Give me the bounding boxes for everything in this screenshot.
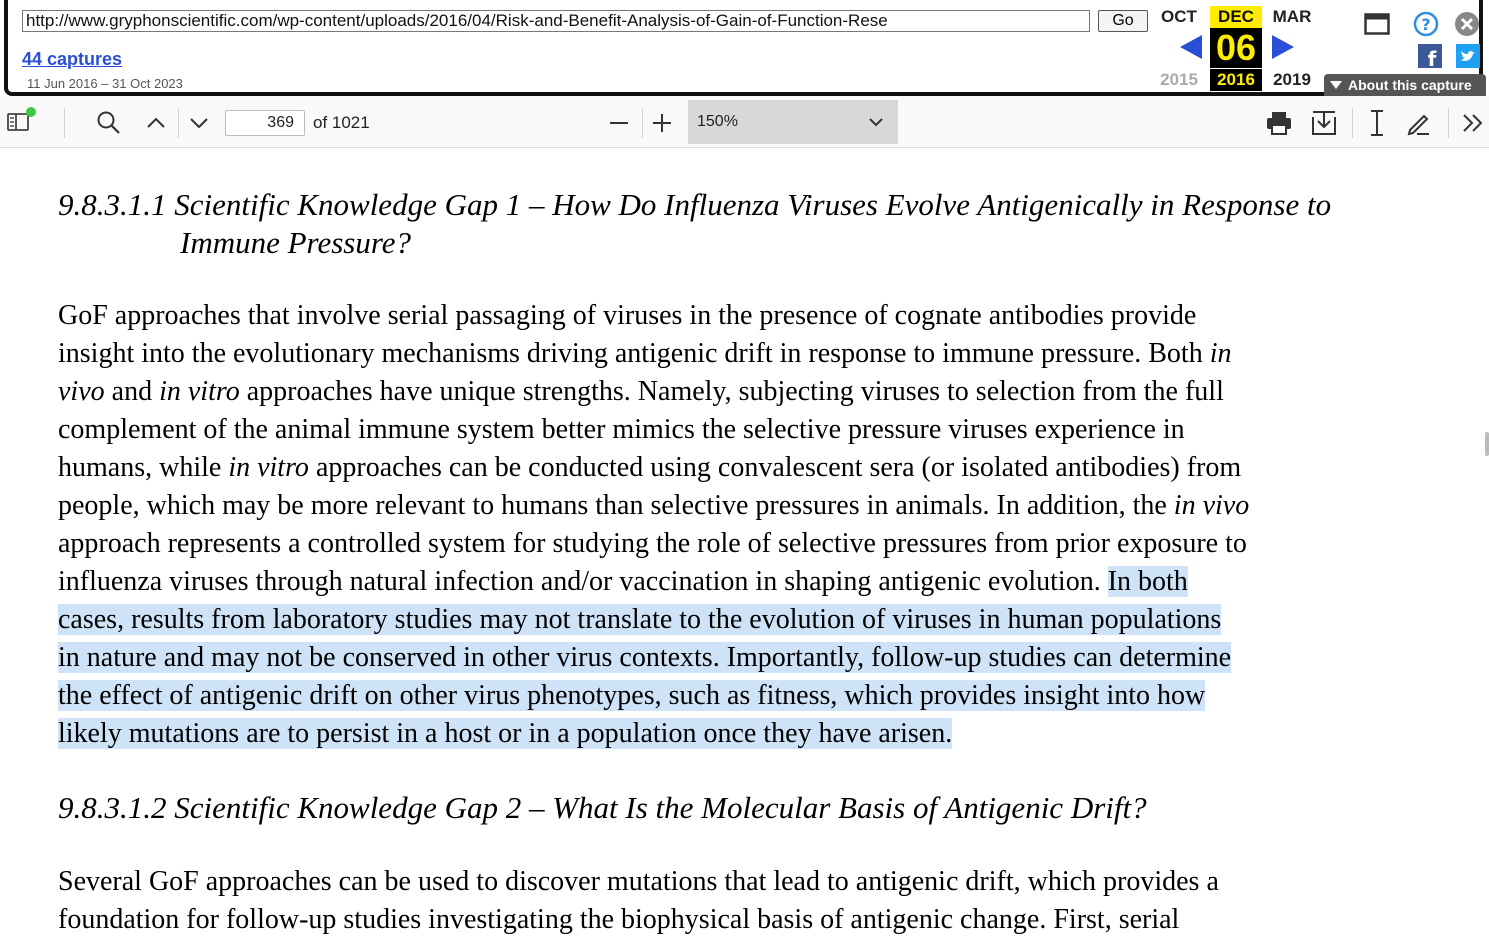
paragraph-line: GoF approaches that involve serial passaging of viruses in the presence of cognate antibodies provide — [58, 300, 1197, 331]
svg-text:f: f — [1427, 47, 1437, 68]
next-year-link[interactable]: 2019 — [1273, 70, 1311, 89]
toolbar-divider — [1448, 108, 1449, 138]
twitter-icon[interactable] — [1456, 44, 1480, 68]
next-month-link[interactable]: MAR — [1272, 7, 1312, 26]
paragraph-line — [58, 373, 1249, 411]
section-heading-9-8-3-1-2: 9.8.3.1.2 Scientific Knowledge Gap 2 – What Is the Molecular Basis of Antigenic Drift? — [58, 790, 1147, 825]
text-run: and — [104, 376, 160, 407]
captures-link[interactable]: 44 captures — [22, 49, 123, 69]
wayback-url-field[interactable]: http://www.gryphonscientific.com/wp-content/uploads/2016/04/Risk-and-Benefit-Analysis-of-Gain-of-Function-Rese — [22, 10, 1090, 32]
window-icon[interactable] — [1364, 13, 1390, 35]
scrollbar-thumb[interactable] — [1485, 432, 1489, 456]
page-total: of 1021 — [313, 113, 370, 132]
search-icon[interactable] — [96, 110, 122, 136]
paragraph-line: foundation for follow-up studies investigating the biophysical basis of antigenic change. First, serial — [58, 904, 1180, 935]
chevron-down-icon — [868, 116, 884, 128]
paragraph-line — [58, 487, 1249, 525]
italic-text-run: in vivo — [1173, 490, 1250, 521]
text-run: insight into the evolutionary mechanisms driving antigenic drift in response to immune pressure. Both — [58, 338, 1210, 369]
capture-date-range: 11 Jun 2016 – 31 Oct 2023 — [27, 76, 183, 91]
current-year: 2016 — [1210, 69, 1262, 91]
text-run: influenza viruses through natural infection and/or vaccination in shaping antigenic evolution. — [58, 566, 1108, 597]
paragraph-line: Several GoF approaches can be used to discover mutations that lead to antigenic drift, which provides a — [58, 866, 1219, 897]
highlighted-text: In both — [1107, 566, 1188, 597]
italic-text-run: in vitro — [159, 376, 240, 407]
zoom-value: 150% — [697, 113, 738, 130]
wayback-toolbar — [4, 0, 1483, 96]
download-icon[interactable] — [1309, 109, 1339, 137]
about-capture-label: About this capture — [1348, 77, 1472, 93]
highlighted-text: cases, results from laboratory studies may not translate to the evolution of viruses in human populations — [58, 604, 1222, 635]
text-select-icon[interactable] — [1366, 108, 1388, 138]
about-capture-button[interactable] — [1324, 74, 1486, 96]
paragraph-gap-1 — [58, 297, 1249, 753]
section-heading-9-8-3-1-1 — [58, 186, 1331, 262]
zoom-out-icon[interactable] — [607, 111, 631, 135]
highlighted-text: in nature and may not be conserved in other virus contexts. Importantly, follow-up studies can determine — [58, 642, 1232, 673]
paragraph-line — [58, 601, 1249, 639]
zoom-in-icon[interactable] — [650, 111, 674, 135]
current-month: DEC — [1210, 6, 1262, 28]
wayback-go-button[interactable]: Go — [1098, 10, 1148, 32]
paragraph-line: approach represents a controlled system for studying the role of selective pressures from prior exposure to — [58, 528, 1247, 559]
paragraph-line — [58, 335, 1249, 373]
facebook-icon[interactable] — [1418, 44, 1442, 68]
paragraph-line — [58, 563, 1249, 601]
text-run: approaches have unique strengths. Namely, subjecting viruses to selection from the full — [239, 376, 1224, 407]
more-tools-icon[interactable] — [1460, 110, 1486, 136]
paragraph-line — [58, 639, 1249, 677]
paragraph-gap-2 — [58, 863, 1219, 939]
close-icon[interactable] — [1454, 11, 1480, 37]
paragraph-line — [58, 715, 1249, 753]
next-capture-arrow-icon[interactable] — [1272, 35, 1294, 59]
toolbar-divider — [1352, 108, 1353, 138]
toolbar-divider — [642, 108, 643, 138]
page-up-icon[interactable] — [143, 111, 169, 135]
text-run: approaches can be conducted using convalescent sera (or isolated antibodies) from — [308, 452, 1242, 483]
page-down-icon[interactable] — [186, 111, 212, 135]
heading-line: 9.8.3.1.1 Scientific Knowledge Gap 1 – How Do Influenza Viruses Evolve Antigenically in Response to — [58, 187, 1332, 222]
paragraph-line — [58, 677, 1249, 715]
print-icon[interactable] — [1265, 110, 1293, 136]
italic-text-run: vivo — [58, 376, 105, 407]
sidebar-toggle-icon[interactable] — [6, 104, 38, 136]
draw-icon[interactable] — [1405, 109, 1433, 137]
help-icon[interactable] — [1413, 11, 1439, 37]
highlighted-text: likely mutations are to persist in a host or in a population once they have arisen. — [58, 718, 953, 749]
chevron-down-icon — [1330, 81, 1342, 89]
paragraph-line: complement of the animal immune system better mimics the selective pressure viruses experience in — [58, 414, 1185, 445]
toolbar-divider — [64, 108, 65, 138]
highlighted-text: the effect of antigenic drift on other virus phenotypes, such as fitness, which provides insight into how — [58, 680, 1206, 711]
paragraph-line — [58, 449, 1249, 487]
italic-text-run: in — [1209, 338, 1232, 369]
text-run: people, which may be more relevant to humans than selective pressures in animals. In addition, the — [58, 490, 1174, 521]
prev-capture-arrow-icon[interactable] — [1180, 35, 1202, 59]
page-number-input[interactable]: 369 — [225, 110, 305, 136]
capture-day: 06 — [1210, 28, 1262, 68]
italic-text-run: in vitro — [228, 452, 309, 483]
prev-month-link[interactable]: OCT — [1161, 7, 1197, 26]
heading-line: Immune Pressure? — [180, 225, 412, 260]
svg-text:?: ? — [1421, 15, 1431, 34]
toolbar-divider — [178, 108, 179, 138]
prev-year-link[interactable]: 2015 — [1160, 70, 1198, 89]
text-run: humans, while — [58, 452, 229, 483]
zoom-select[interactable] — [688, 100, 898, 144]
